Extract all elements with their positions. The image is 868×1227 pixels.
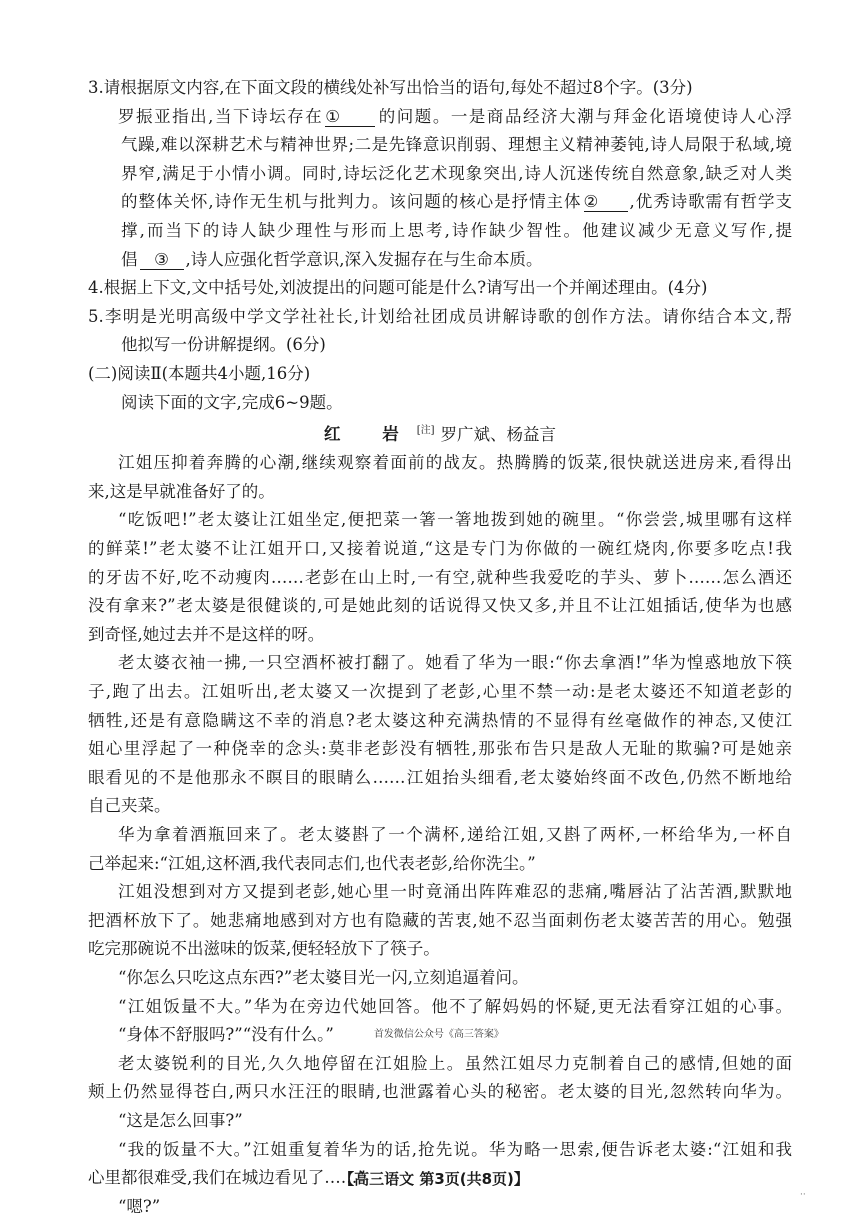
- page-content: [88, 74, 792, 1221]
- section-instruction: 阅读下面的文字,完成6~9题。: [121, 392, 343, 412]
- story-line: 江姐压抑着奔腾的心潮,继续观察着面前的战友。热腾腾的饭菜,很快就送进房来,看得出: [118, 453, 792, 473]
- story-line: 把酒杯放下了。她悲痛地感到对方也有隐藏的苦衷,她不忍当面刺伤老太婆苦苦的用心。勉强: [88, 910, 792, 930]
- story-line: 吃完那碗说不出滋味的饭菜,便轻轻放下了筷子。: [88, 939, 440, 959]
- question-3-text: 的整体关怀,诗作无生机与批判力。该问题的核心是抒情主体: [121, 192, 582, 212]
- question-5-line: 他拟写一份讲解提纲。(6分): [121, 335, 326, 355]
- story-line: 颊上仍然显得苍白,两只水汪汪的眼睛,也泄露着心头的秘密。老太婆的目光,忽然转向华为。: [88, 1082, 792, 1102]
- story-line: 老太婆衣袖一拂,一只空酒杯被打翻了。她看了华为一眼:“你去拿酒!”华为惶惑地放下筷: [118, 653, 792, 673]
- question-3-header: 3.请根据原文内容,在下面文段的横线处补写出恰当的语句,每处不超过8个字。(3分): [88, 78, 693, 97]
- question-3-text: ,优秀诗歌需有哲学支: [629, 192, 792, 212]
- question-3-text: 罗振亚指出,当下诗坛存在: [118, 106, 324, 126]
- question-3-text: 倡: [121, 249, 138, 269]
- footnote-marker: [注]: [416, 425, 435, 437]
- story-line: 自己夹菜。: [88, 796, 171, 816]
- story-line: [88, 1021, 792, 1050]
- question-3-line: [88, 188, 792, 217]
- story-line: 来,这是早就准备好了的。: [88, 481, 275, 501]
- question-4: 4.根据上下文,文中括号处,刘波提出的问题可能是什么?请写出一个并阐述理由。(4分): [88, 278, 708, 298]
- question-5-line: 5.李明是光明高级中学文学社社长,计划给社团成员讲解诗歌的创作方法。请你结合本文,帮: [88, 306, 792, 326]
- section-heading: (二)阅读Ⅱ(本题共4小题,16分): [88, 363, 311, 383]
- story-line: 到奇怪,她过去并不是这样的呀。: [88, 624, 325, 644]
- answer-blank-2[interactable]: ②: [584, 193, 628, 212]
- question-3-text: ,诗人应强化哲学意识,深入发掘存在与生命本质。: [185, 249, 543, 269]
- story-line: “江姐饭量不大。”华为在旁边代她回答。他不了解妈妈的怀疑,更无法看穿江姐的心事。: [118, 996, 792, 1016]
- story-line: 心里都很难受,我们在城边看见了……”: [88, 1168, 366, 1188]
- story-title-line: [88, 417, 792, 449]
- question-3-line: [88, 246, 792, 275]
- story-line: 己举起来:“江姐,这杯酒,我代表同志们,也代表老彭,给你洗尘。”: [88, 853, 536, 873]
- story-line: 子,跑了出去。江姐听出,老太婆又一次提到了老彭,心里不禁一动:是老太婆还不知道老彭的: [88, 681, 792, 701]
- story-line: “我的饭量不大。”江姐重复着华为的话,抢先说。华为略一思索,便告诉老太婆:“江姐和我: [118, 1139, 792, 1159]
- story-authors: 罗广斌、杨益言: [440, 424, 557, 444]
- story-line: “这是怎么回事?”: [118, 1111, 243, 1131]
- question-3-text: 的问题。一是商品经济大潮与拜金化语境使诗人心浮: [377, 106, 793, 126]
- story-line: 老太婆锐利的目光,久久地停留在江姐脸上。虽然江姐尽力克制着自己的感情,但她的面: [118, 1053, 792, 1073]
- story-text: “身体不舒服吗?”“没有什么。”: [118, 1025, 334, 1045]
- corner-mark: ··: [800, 1190, 806, 1200]
- story-line: 江姐没想到对方又提到老彭,她心里一时竟涌出阵阵难忍的悲痛,嘴唇沾了沾苦酒,默默地: [118, 882, 792, 902]
- answer-blank-1[interactable]: ①: [325, 108, 375, 127]
- question-3-line: 气躁,难以深耕艺术与精神世界;二是先锋意识削弱、理想主义精神萎钝,诗人局限于私域,境: [121, 135, 792, 155]
- story-line: 华为拿着酒瓶回来了。老太婆斟了一个满杯,递给江姐,又斟了两杯,一杯给华为,一杯自: [118, 824, 792, 844]
- story-line: “你怎么只吃这点东西?”老太婆目光一闪,立刻追逼着问。: [118, 967, 529, 987]
- story-line: 的牙齿不好,吃不动瘦肉……老彭在山上时,一有空,就种些我爱吃的芋头、萝卜……怎么酒还: [88, 567, 792, 587]
- story-line: 姐心里浮起了一种侥幸的念头:莫非老彭没有牺牲,那张布告只是敌人无耻的欺骗?可是她亲: [88, 739, 792, 759]
- story-line: 的鲜菜!”老太婆不让江姐开口,又接着说道,“这是专门为你做的一碗红烧肉,你要多吃点!我: [88, 539, 792, 558]
- story-line: “吃饭吧!”老太婆让江姐坐定,便把菜一箸一箸地拨到她的碗里。“你尝尝,城里哪有这样: [118, 510, 792, 530]
- question-3-line: 界窄,满足于小情小调。同时,诗坛泛化艺术现象突出,诗人沉迷传统自然意象,缺乏对人类: [121, 163, 792, 183]
- watermark-text: 首发微信公众号《高三答案》: [373, 1029, 504, 1041]
- question-3-line: 撑,而当下的诗人缺少理性与形而上思考,诗作缺少智性。他建议减少无意义写作,提: [121, 220, 792, 240]
- answer-blank-3[interactable]: ③: [140, 251, 184, 270]
- story-line: 眼看见的不是他那永不瞑目的眼睛么……江姐抬头细看,老太婆始终面不改色,仍然不断地给: [88, 767, 792, 787]
- story-title: 红 岩: [323, 424, 417, 444]
- story-line: 牺牲,还是有意隐瞒这不幸的消息?老太婆这种充满热情的不显得有丝毫做作的神态,又使江: [88, 710, 792, 730]
- story-line: “嗯?”: [118, 1196, 161, 1216]
- story-line: 没有拿来?”老太婆是很健谈的,可是她此刻的话说得又快又多,并且不让江姐插话,使华为也感: [88, 596, 792, 616]
- page-footer: 【高三语文 第3页(共8页)】: [339, 1170, 529, 1188]
- question-3-line: [88, 103, 792, 132]
